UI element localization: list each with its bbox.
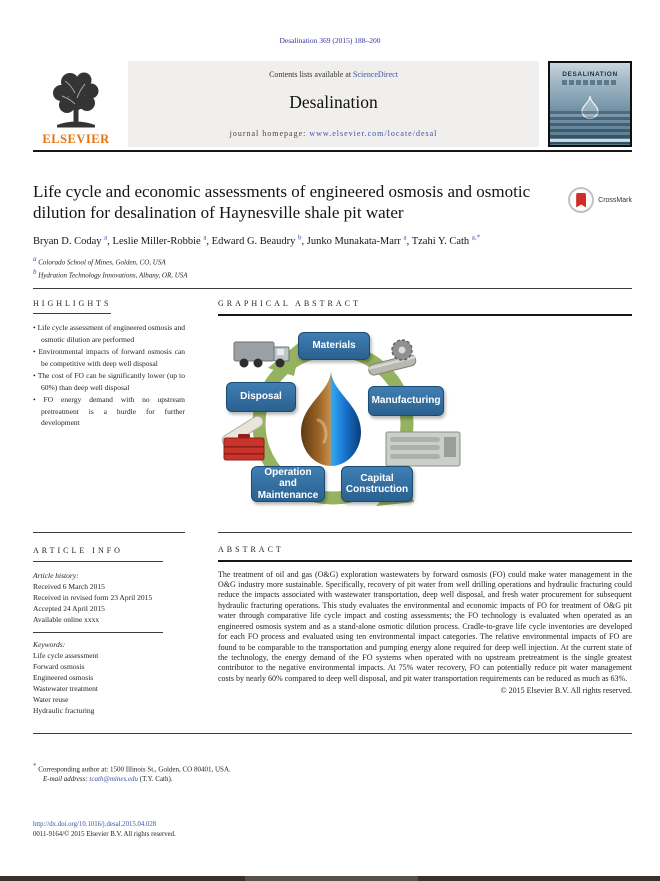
email-note bbox=[33, 774, 632, 784]
journal-citation: Desalination 369 (2015) 188–200 bbox=[279, 36, 381, 45]
lifecycle-node-operation-maintenance: Operation and Maintenance bbox=[251, 466, 325, 502]
header-rule bbox=[33, 150, 632, 152]
author-affil-sup: b bbox=[297, 233, 302, 241]
author: Leslie Miller-Robbie $^a$ , bbox=[113, 236, 212, 247]
highlights-list bbox=[33, 322, 185, 429]
body-bottom-rule bbox=[33, 733, 632, 734]
history-line: Received in revised form 23 April 2015 bbox=[33, 593, 153, 603]
lifecycle-node-disposal: Disposal bbox=[226, 382, 296, 412]
page-edge-bar bbox=[0, 876, 660, 881]
author: Junko Munakata-Marr $^a$ , bbox=[307, 236, 412, 247]
abstract-copyright: © 2015 Elsevier B.V. All rights reserved. bbox=[500, 686, 632, 696]
author-affil-sup: a bbox=[203, 233, 207, 241]
author: Tzahi Y. Cath $^{a,*}$ bbox=[411, 233, 481, 247]
crossmark-label: CrossMark bbox=[598, 196, 632, 204]
highlights-section bbox=[33, 289, 185, 533]
crossmark-icon bbox=[568, 187, 594, 213]
title-row bbox=[33, 181, 632, 223]
article-info-divider bbox=[33, 632, 163, 633]
elsevier-wordmark: ELSEVIER bbox=[42, 132, 110, 146]
highlights-heading-rule bbox=[33, 313, 111, 314]
journal-masthead bbox=[128, 61, 539, 147]
author: Edward G. Beaudry $^b$ , bbox=[212, 236, 307, 247]
keyword: Engineered osmosis bbox=[33, 673, 94, 683]
issn-line: 0011-9164/© 2015 Elsevier B.V. All rights reserved. bbox=[33, 830, 176, 838]
abstract-text: The treatment of oil and gas (O&G) exploration wastewaters by forward osmosis (FO) could make water management in the O&G industry more sustainable. Specifically, recovery of pit water from well drilling operations and hydraulic fracturing could reduce the impacts associated with wastewater transportation, deep well disposal, and fresh water procurement for subsequent hydraulic fracturing operations. This study evaluates the environmental and economic impacts of FO for treatment of O&G pit water through comparative life cycle impact and costing assessments; the FO technology is evaluated when operated as an engineered osmosis system and as a stand-alone osmotic dilution process. Cradle-to-grave life cycle inventories are developed for each FO process and evaluated using ten environmental impact categories. The relative environmental impacts of FO are found to be comparable to the transportation and pumping energy alone required for deep well injection. At the current state of the technology, the energy demand of the FO systems when operated with no upstream pretreatment is the single greatest contributor to the negative environmental impacts. At 75% water recovery, FO can potentially reduce pit water management costs by nearly 60% compared to deep well disposal, and pit water transportation requirements can be reduced as much as 63%. bbox=[218, 569, 632, 683]
highlights-heading: HIGHLIGHTS bbox=[33, 299, 112, 309]
abstract-heading: ABSTRACT bbox=[218, 545, 284, 555]
elsevier-tree-icon bbox=[47, 69, 105, 131]
page-edge-bar-segment bbox=[245, 876, 418, 881]
affiliation-list bbox=[33, 254, 632, 281]
cover-title: DESALINATION bbox=[562, 71, 618, 78]
footer-identifiers bbox=[33, 820, 632, 839]
lifecycle-diagram bbox=[218, 320, 632, 528]
email-suffix: (T.Y. Cath). bbox=[139, 775, 173, 784]
contents-prefix: Contents lists available at bbox=[269, 70, 352, 79]
highlight-item: • Environmental impacts of forward osmosis can be competitive with deep well disposal bbox=[33, 346, 185, 369]
abstract-heading-rule bbox=[218, 560, 632, 562]
crossmark-badge[interactable] bbox=[568, 187, 632, 213]
doi-link[interactable]: http://dx.doi.org/10.1016/j.desal.2015.04.028 bbox=[33, 821, 157, 829]
contents-line bbox=[128, 70, 539, 79]
treatment-skid-icon bbox=[386, 432, 460, 466]
author-affil-sup: a bbox=[104, 233, 108, 241]
journal-header bbox=[33, 61, 632, 147]
author: Bryan D. Coday $^a$ , bbox=[33, 236, 113, 247]
affiliation: $^b$ Hydration Technology Innovations, Albany, OR, USA bbox=[33, 267, 188, 280]
author-affil-sup: a,* bbox=[471, 233, 481, 241]
journal-cover-thumbnail[interactable] bbox=[548, 61, 632, 147]
lifecycle-node-capital-construction: Capital Construction bbox=[341, 466, 413, 502]
article-info-heading: ARTICLE INFO bbox=[33, 546, 123, 556]
cover-footband bbox=[550, 139, 630, 142]
highlight-item: • The cost of FO can be significantly lower (up to 60%) than deep well disposal bbox=[33, 370, 185, 393]
water-drop-icon bbox=[301, 370, 361, 466]
lifecycle-node-manufacturing: Manufacturing bbox=[368, 386, 444, 416]
history-line: Available online xxxx bbox=[33, 615, 100, 625]
history-line: Received 6 March 2015 bbox=[33, 582, 105, 592]
graphical-abstract-heading-rule bbox=[218, 314, 632, 316]
history-line: Accepted 24 April 2015 bbox=[33, 604, 105, 614]
highlight-item: • Life cycle assessment of engineered osmosis and osmotic dilution are performed bbox=[33, 322, 185, 345]
keyword: Life cycle assessment bbox=[33, 651, 99, 661]
homepage-url-link[interactable]: www.elsevier.com/locate/desal bbox=[309, 129, 438, 138]
author-affil-sup: a bbox=[403, 233, 407, 241]
journal-title: Desalination bbox=[289, 92, 378, 112]
homepage-label: journal homepage: bbox=[229, 129, 307, 138]
cover-subtitle-lines bbox=[562, 80, 618, 85]
article-info-heading-rule bbox=[33, 561, 163, 562]
garbage-truck-icon bbox=[234, 342, 289, 368]
keywords-label: Keywords: bbox=[33, 640, 66, 650]
email-link[interactable]: tcath@mines.edu bbox=[89, 775, 139, 784]
footnote-marker: * bbox=[33, 762, 37, 771]
keyword: Wastewater treatment bbox=[33, 684, 98, 694]
graphical-abstract-heading: GRAPHICAL ABSTRACT bbox=[218, 299, 361, 309]
email-label: E-mail address: bbox=[43, 775, 88, 784]
author-list bbox=[33, 233, 632, 247]
corresponding-author-note: * Corresponding author at: 1500 Illinois St., Golden, CO 80401, USA. bbox=[33, 762, 231, 774]
abstract-section bbox=[218, 545, 632, 716]
keyword: Water reuse bbox=[33, 695, 69, 705]
article-info-section bbox=[33, 545, 185, 716]
highlight-item: • FO energy demand with no upstream pretreatment is a hurdle for further development bbox=[33, 394, 185, 429]
graphical-abstract-section bbox=[218, 289, 632, 533]
article-title: Life cycle and economic assessments of engineered osmosis and osmotic dilution for desalination of Haynesville shale pit water bbox=[33, 182, 531, 222]
footnote-block bbox=[33, 761, 632, 784]
lifecycle-node-materials: Materials bbox=[298, 332, 370, 360]
keyword: Forward osmosis bbox=[33, 662, 85, 672]
sciencedirect-link[interactable]: ScienceDirect bbox=[353, 70, 398, 79]
keyword: Hydraulic fracturing bbox=[33, 706, 95, 716]
highlights-graphical-row bbox=[33, 289, 632, 533]
elsevier-logo bbox=[33, 61, 119, 147]
info-abstract-row bbox=[33, 545, 632, 716]
article-history-label: Article history: bbox=[33, 571, 79, 581]
homepage-line bbox=[128, 129, 539, 138]
affiliation: $^a$ Colorado School of Mines, Golden, CO, USA bbox=[33, 254, 166, 266]
